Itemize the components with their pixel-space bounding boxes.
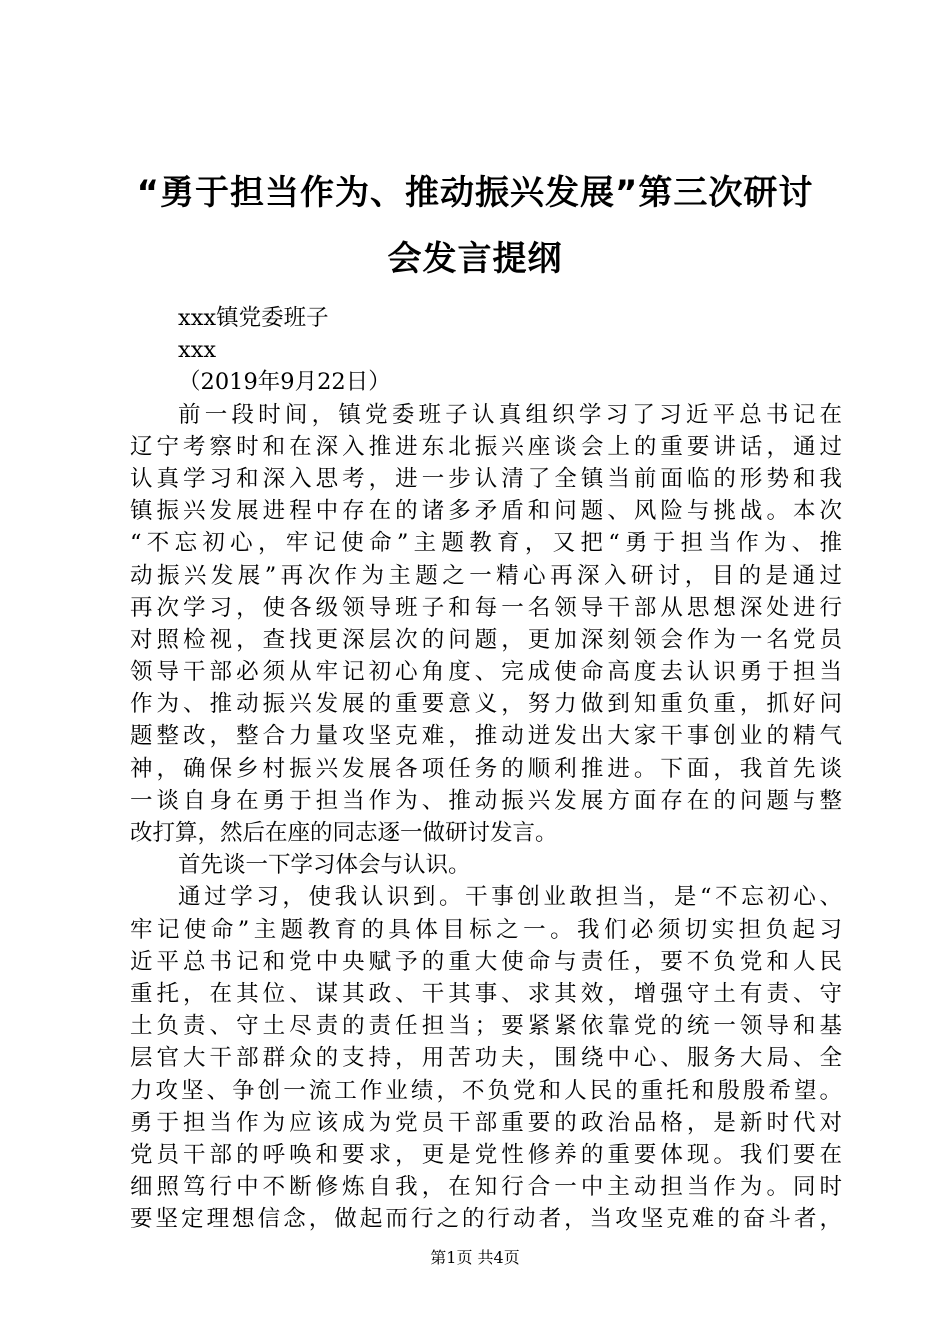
paragraph-line: 近平总书记和党中央赋予的重大使命与责任，要不负党和人民 <box>130 948 842 975</box>
paragraph-line: 层官大干部群众的支持，用苦功夫，围绕中心、服务大局、全 <box>130 1045 842 1072</box>
paragraph-line: 牢记使命”主题教育的具体目标之一。我们必须切实担负起习 <box>130 916 842 943</box>
paragraph-line: 对照检视，查找更深层次的问题，更加深刻领会作为一名党员 <box>130 626 842 653</box>
paragraph-line: 力攻坚、争创一流工作业绩，不负党和人民的重托和殷殷希望。 <box>130 1077 842 1104</box>
org-line: xxx镇党委班子 <box>178 305 329 331</box>
date-line: （2019年9月22日） <box>178 369 391 396</box>
paragraph-line: 辽宁考察时和在深入推进东北振兴座谈会上的重要讲话，通过 <box>130 433 842 460</box>
author-line: xxx <box>178 337 217 364</box>
paragraph-line: 一谈自身在勇于担当作为、推动振兴发展方面存在的问题与整 <box>130 787 842 814</box>
paragraph-understanding <box>130 881 842 1235</box>
paragraph-line: 细照笃行中不断修炼自我，在知行合一中主动担当作为。同时 <box>130 1174 842 1201</box>
paragraph-intro <box>130 399 842 850</box>
paragraph-line: “不忘初心，牢记使命”主题教育，又把“勇于担当作为、推 <box>130 530 842 557</box>
paragraph-line: 再次学习，使各级领导班子和每一名领导干部从思想深处进行 <box>130 594 842 621</box>
paragraph-line: 重托，在其位、谋其政、干其事、求其效，增强守土有责、守 <box>130 980 842 1007</box>
paragraph-line: 党员干部的呼唤和要求，更是党性修养的重要体现。我们要在 <box>130 1141 842 1168</box>
title-line-1: “勇于担当作为、推动振兴发展”第三次研讨 <box>136 173 814 213</box>
paragraph-line: 镇振兴发展进程中存在的诸多矛盾和问题、风险与挑战。本次 <box>130 498 842 525</box>
paragraph-line: 认真学习和深入思考，进一步认清了全镇当前面临的形势和我 <box>130 465 842 492</box>
document-body <box>130 302 842 1235</box>
page-number-footer: 第1页 共4页 <box>430 1248 520 1267</box>
paragraph-line: 神，确保乡村振兴发展各项任务的顺利推进。下面，我首先谈 <box>130 755 842 782</box>
paragraph-line: 前一段时间，镇党委班子认真组织学习了习近平总书记在 <box>178 401 842 428</box>
paragraph-line: 改打算，然后在座的同志逐一做研讨发言。 <box>130 820 558 846</box>
paragraph-heading <box>130 849 842 881</box>
paragraph-line: 题整改，整合力量攻坚克难，推动迸发出大家干事创业的精气 <box>130 723 842 750</box>
paragraph-line: 要坚定理想信念，做起而行之的行动者，当攻坚克难的奋斗者， <box>130 1206 842 1233</box>
paragraph-line: 领导干部必须从牢记初心角度、完成使命高度去认识勇于担当 <box>130 659 842 686</box>
paragraph-line: 首先谈一下学习体会与认识。 <box>178 852 471 879</box>
document-title <box>100 160 850 292</box>
title-line-2: 会发言提纲 <box>387 239 563 279</box>
paragraph-line: 勇于担当作为应该成为党员干部重要的政治品格，是新时代对 <box>130 1109 842 1136</box>
paragraph-line: 作为、推动振兴发展的重要意义，努力做到知重负重，抓好问 <box>130 691 842 718</box>
paragraph-line: 动振兴发展”再次作为主题之一精心再深入研讨，目的是通过 <box>130 562 842 589</box>
paragraph-line: 土负责、守土尽责的责任担当；要紧紧依靠党的统一领导和基 <box>130 1013 842 1040</box>
paragraph-line: 通过学习，使我认识到。干事创业敢担当，是“不忘初心、 <box>178 884 842 911</box>
